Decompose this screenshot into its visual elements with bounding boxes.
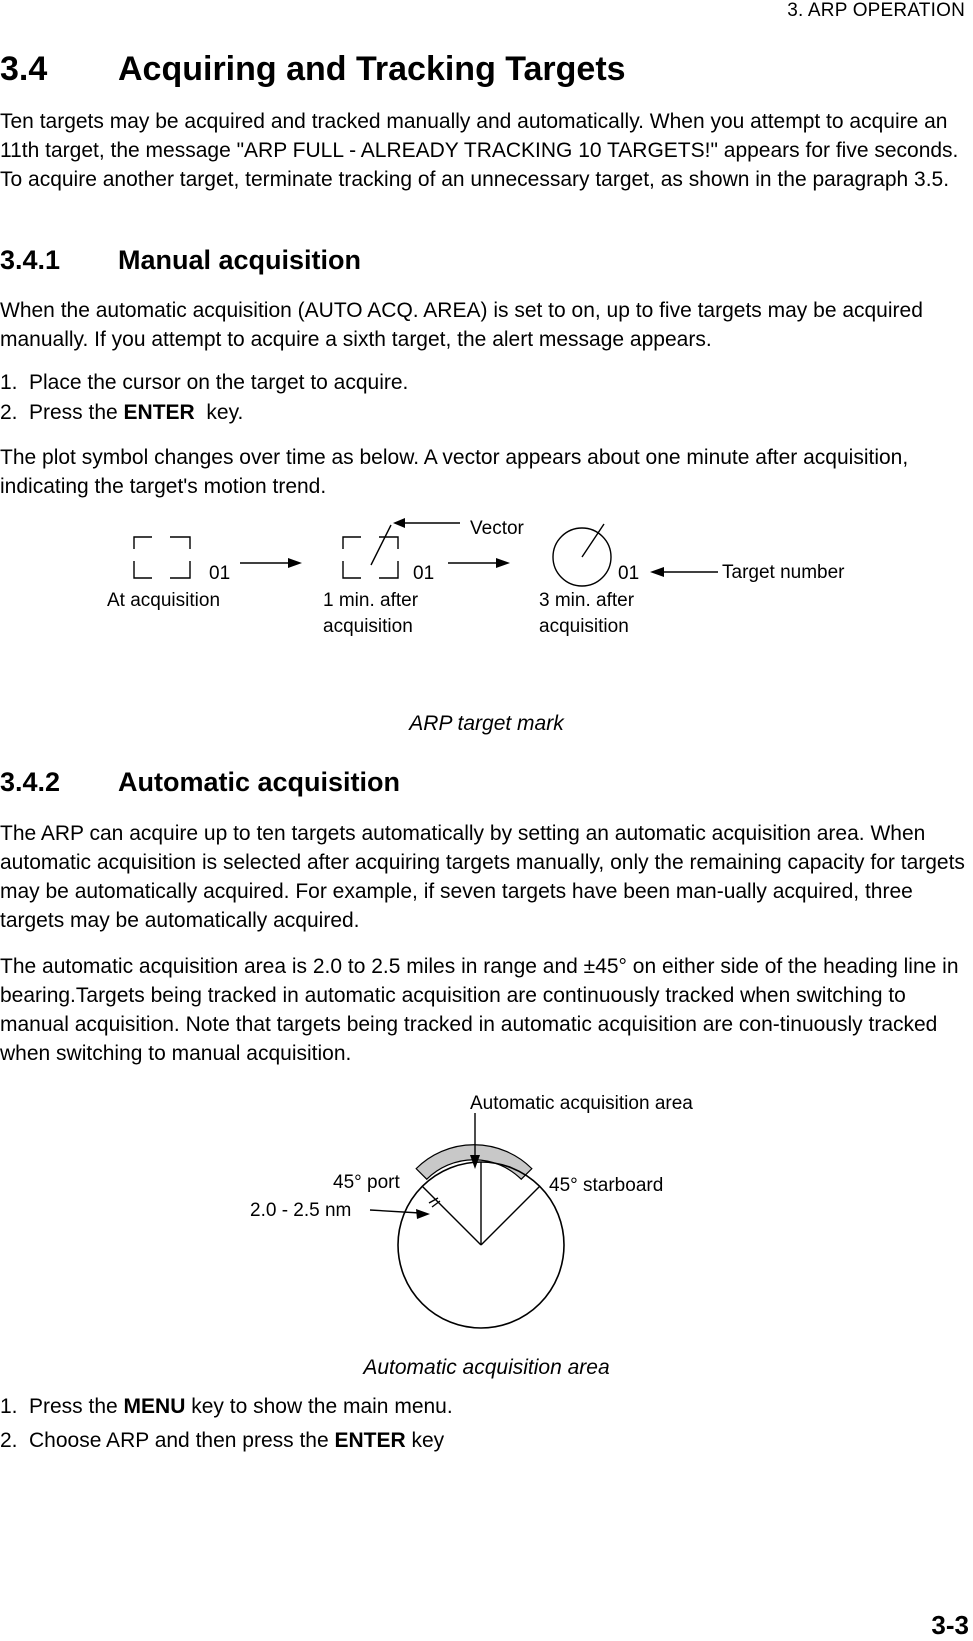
- vector-label: Vector: [470, 518, 524, 539]
- step-key: ENTER: [123, 401, 195, 424]
- subsection-number: 3.4.1: [0, 245, 61, 275]
- target-number-label: Target number: [722, 562, 845, 583]
- auto-paragraph-2: The automatic acquisition area is 2.0 to 2.5 miles in range and ±45° on either side of the heading line in bearing.Targets being tracked in automatic acquisition are continuously tracked when switching to manual acquisition. Note that targets being tracked in automatic acquisition are con-tinuously tracked when switching to manual acquisition.: [0, 955, 959, 1065]
- step-number: 2.: [0, 1429, 18, 1452]
- stage-label-1min-line1: 1 min. after: [323, 590, 419, 611]
- starboard-label: 45° starboard: [549, 1175, 664, 1196]
- target-number-label-1: 01: [209, 563, 231, 584]
- auto-step-1: [0, 1392, 453, 1421]
- figure-caption-auto-area: Automatic acquisition area: [363, 1356, 610, 1379]
- step-text: Press the: [29, 1395, 124, 1418]
- target-number-label-2: 01: [413, 563, 435, 584]
- stage-label-1min-line2: acquisition: [323, 616, 413, 637]
- step-text: Press the: [29, 401, 124, 424]
- vector-line-2: [582, 524, 604, 557]
- stage-label-3min-line2: acquisition: [539, 616, 629, 637]
- figure-caption-arp-target-mark: ARP target mark: [409, 712, 564, 735]
- step-text-end: key.: [194, 401, 244, 424]
- automatic-acquisition-area-figure: [0, 1085, 973, 1330]
- subsection-title: Manual acquisition: [118, 245, 362, 275]
- section-number: 3.4: [0, 50, 48, 88]
- step-text: Place the cursor on the target to acquire.: [29, 371, 409, 394]
- target-square-symbol-1: [134, 537, 190, 578]
- section-heading: [0, 50, 626, 89]
- subsection-number: 3.4.2: [0, 767, 61, 797]
- step-key: ENTER: [334, 1429, 406, 1452]
- step-text: Choose ARP and then press the: [29, 1429, 335, 1452]
- arp-target-mark-figure: [0, 505, 973, 645]
- stage-label-3min-line1: 3 min. after: [539, 590, 635, 611]
- port-label: 45° port: [333, 1172, 400, 1193]
- subsection-title: Automatic acquisition: [118, 767, 401, 797]
- page-number: 3-3: [931, 1610, 969, 1640]
- step-text-end: key to show the main menu.: [185, 1395, 453, 1418]
- manual-paragraph: When the automatic acquisition (AUTO ACQ. AREA) is set to on, up to five targets may be acquired manually. If you attempt to acquire a sixth target, the alert message appears.: [0, 299, 923, 351]
- target-square-symbol-2: [343, 537, 398, 578]
- step-number: 1.: [0, 1395, 18, 1418]
- section-title: Acquiring and Tracking Targets: [118, 50, 626, 88]
- subsection-heading-auto: [0, 767, 400, 798]
- step-key: MENU: [123, 1395, 186, 1418]
- intro-paragraph: Ten targets may be acquired and tracked manually and automatically. When you attempt to acquire an 11th target, the message "ARP FULL - ALREADY TRACKING 10 TARGETS!" appears for five seconds. To acquire another target, terminate tracking of an unnecessary target, as shown in the paragraph 3.5.: [0, 110, 959, 191]
- step-number: 2.: [0, 401, 18, 424]
- step-text-end: key: [405, 1429, 445, 1452]
- step-number: 1.: [0, 371, 18, 394]
- plot-symbol-paragraph: The plot symbol changes over time as below. A vector appears about one minute after acquisition, indicating the target's motion trend.: [0, 446, 909, 498]
- port-limit-line: [422, 1186, 481, 1245]
- subsection-heading-manual: [0, 245, 361, 276]
- running-header: 3. ARP OPERATION: [787, 0, 965, 21]
- range-tick-outer: [432, 1201, 440, 1207]
- stage-label-at-acquisition: At acquisition: [107, 590, 221, 611]
- auto-paragraph-1: The ARP can acquire up to ten targets automatically by setting an automatic acquisition area. When automatic acquisition is selected after acquiring targets manually, only the remaining capacity for targets may be automatically acquired. For example, if seven targets have been man-ually acquired, three targets may be automatically acquired.: [0, 822, 965, 932]
- auto-step-2: [0, 1426, 444, 1455]
- target-number-label-3: 01: [618, 563, 640, 584]
- vector-line-1: [371, 525, 391, 565]
- starboard-limit-line: [481, 1186, 540, 1245]
- manual-step-1: [0, 368, 408, 397]
- area-label: Automatic acquisition area: [470, 1093, 693, 1114]
- manual-step-2: [0, 398, 243, 427]
- range-pointer-line: [370, 1210, 420, 1213]
- range-label: 2.0 - 2.5 nm: [250, 1200, 352, 1221]
